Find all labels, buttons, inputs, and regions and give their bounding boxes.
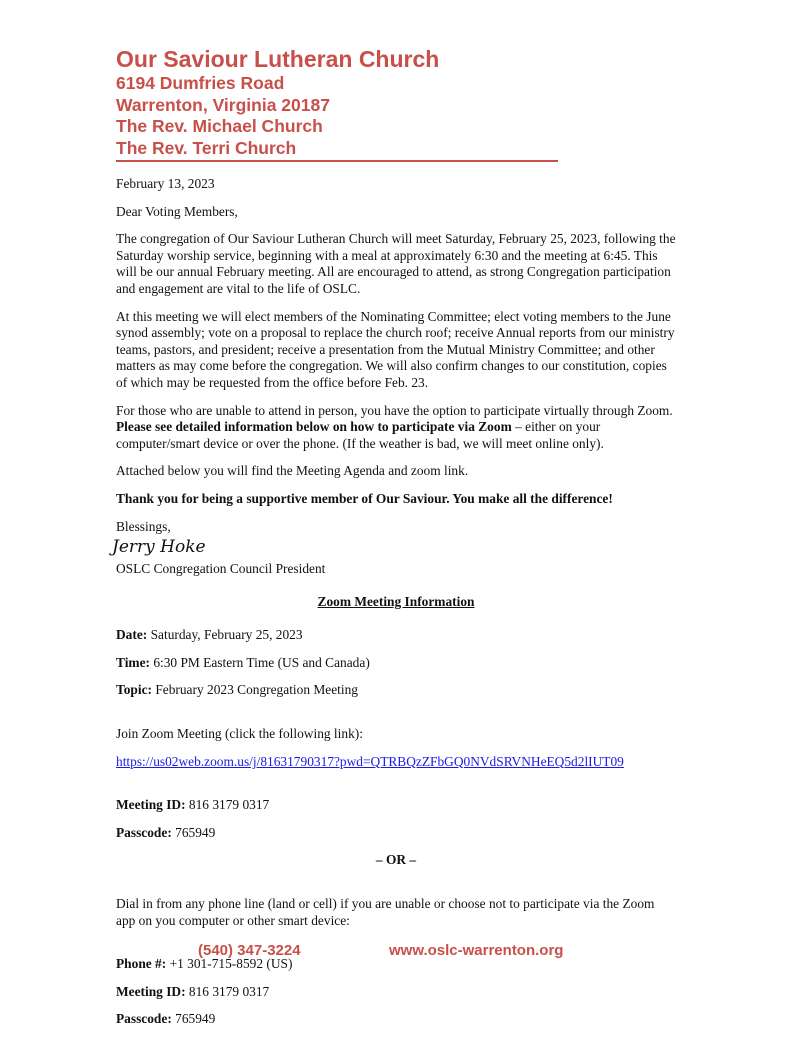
phone-label: Phone #: xyxy=(116,956,167,972)
letterhead xyxy=(116,46,439,159)
virtual-option-emphasis: Please see detailed information below on how to participate via Zoom xyxy=(116,419,512,435)
church-name: Our Saviour Lutheran Church xyxy=(116,46,440,72)
phone-passcode-label: Passcode: xyxy=(116,1011,172,1027)
paragraph-meeting-announcement: The congregation of Our Saviour Lutheran Church will meet Saturday, February 25, 2023, following the Saturday worship service, beginning with a meal at approximately 6:30 and the meeting at 6:45. This will be our annual February meeting. All are encouraged to attend, as strong Congregation participation and engagement are vital to the life of OSLC. xyxy=(116,231,676,296)
paragraph-virtual-option xyxy=(116,403,676,453)
zoom-heading xyxy=(116,594,676,611)
zoom-topic-label: Topic: xyxy=(116,682,152,698)
church-address-street: 6194 Dumfries Road xyxy=(116,73,285,93)
zoom-time-value: 6:30 PM Eastern Time (US and Canada) xyxy=(149,654,370,670)
letterhead-divider xyxy=(116,160,558,162)
or-divider xyxy=(116,852,676,869)
pastor-name-1: The Rev. Michael Church xyxy=(116,116,323,136)
passcode-value: 765949 xyxy=(171,824,216,840)
meeting-id-value: 816 3179 0317 xyxy=(185,797,270,813)
phone-meeting-id-label: Meeting ID: xyxy=(116,983,186,999)
zoom-join-instructions: Join Zoom Meeting (click the following link): xyxy=(116,726,363,742)
dial-in-instructions: Dial in from any phone line (land or cell) if you are unable or choose not to participate via the Zoom app on you computer or other smart device: xyxy=(116,896,655,928)
zoom-topic-line xyxy=(116,682,676,699)
or-text: – OR – xyxy=(375,852,417,868)
letter-body xyxy=(112,176,676,1039)
zoom-topic-value: February 2023 Congregation Meeting xyxy=(151,682,358,698)
virtual-option-intro: For those who are unable to attend in person, you have the option to participate virtually through Zoom. xyxy=(116,402,673,418)
letter-salutation: Dear Voting Members, xyxy=(116,203,238,219)
zoom-passcode-line xyxy=(116,825,676,842)
phone-passcode-line xyxy=(116,1011,676,1028)
letter-closing: Blessings, xyxy=(116,518,171,534)
signer-title: OSLC Congregation Council President xyxy=(116,561,326,577)
paragraph-agenda: At this meeting we will elect members of the Nominating Committee; elect voting members to the June synod assembly; vote on a proposal to replace the church roof; receive Annual reports from our ministry teams, pastors, and president; receive a presentation from the Mutual Ministry Committee; and other matters as may come before the congregation. We will also confirm changes to our constitution, copies of which may be requested from the office before Feb. 23. xyxy=(116,308,675,390)
zoom-meeting-id-line xyxy=(116,797,676,814)
letter-date: February 13, 2023 xyxy=(116,176,215,191)
zoom-meeting-link[interactable]: https://us02web.zoom.us/j/81631790317?pwd=QTRBQzZFbGQ0NVdSRVNHeEQ5d2lIUT09 xyxy=(116,753,624,769)
zoom-date-value: Saturday, February 25, 2023 xyxy=(147,627,303,643)
church-address-city: Warrenton, Virginia 20187 xyxy=(116,94,330,115)
paragraph-attachment-note: Attached below you will find the Meeting Agenda and zoom link. xyxy=(116,463,469,479)
phone-value: +1 301-715-8592 (US) xyxy=(166,956,293,972)
passcode-label: Passcode: xyxy=(116,824,172,840)
zoom-date-label: Date: xyxy=(116,627,148,643)
virtual-option-details: – either on your computer/smart device or over the phone. (If the weather is bad, we will meet online only). xyxy=(116,419,604,451)
zoom-date-line xyxy=(116,627,676,644)
footer-website[interactable]: www.oslc-warrenton.org xyxy=(389,942,564,959)
zoom-heading-text: Zoom Meeting Information xyxy=(317,593,475,609)
zoom-time-line xyxy=(116,655,676,672)
paragraph-thank-you xyxy=(116,491,676,508)
phone-passcode-value: 765949 xyxy=(171,1011,216,1027)
thank-you-text: Thank you for being a supportive member of Our Saviour. You make all the difference! xyxy=(116,490,613,506)
pastor-name-2: The Rev. Terri Church xyxy=(116,137,297,158)
footer-phone: (540) 347-3224 xyxy=(198,942,301,959)
phone-meeting-id-value: 816 3179 0317 xyxy=(185,983,270,999)
phone-meeting-id-line xyxy=(116,984,676,1001)
zoom-time-label: Time: xyxy=(116,654,150,670)
meeting-id-label: Meeting ID: xyxy=(116,797,186,813)
handwritten-signature: Jerry Hoke xyxy=(112,537,206,558)
